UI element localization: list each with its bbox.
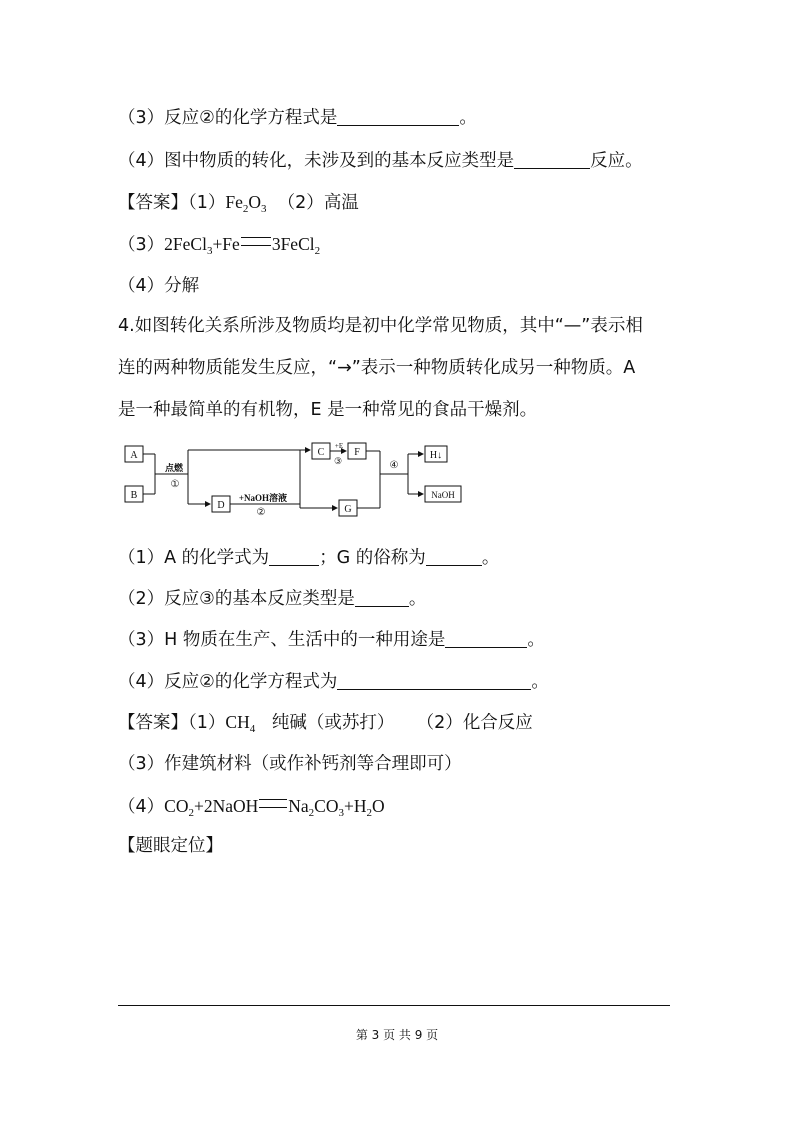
label-F: F — [354, 447, 360, 458]
equals-sign — [259, 799, 287, 808]
answer-line: （4）分解 — [118, 276, 200, 296]
problem-text: 4.如图转化关系所涉及物质均是初中化学常见物质，其中“—”表示相 — [118, 316, 643, 336]
label-reaction-1: ① — [170, 479, 180, 490]
footer-divider — [118, 1005, 670, 1006]
label-H: H↓ — [429, 450, 443, 461]
label-NaOH: NaOH — [431, 490, 455, 500]
answer-line: （3）2FeCl$_3$+Fe 3FeCl$_2$ — [118, 234, 321, 257]
label-G: G — [344, 504, 352, 515]
label-naoh-solution: +NaOH溶液 — [238, 493, 288, 503]
question-2: （2）反应③的基本反应类型是 。 — [118, 589, 427, 609]
answer-line: （3）作建筑材料（或作补钙剂等合理即可） — [118, 754, 462, 774]
section-heading: 【题眼定位】 — [118, 836, 223, 856]
answer-blank[interactable] — [337, 671, 531, 690]
label-plus-E: +E — [334, 442, 344, 450]
answer-line: 【答案】$(1)Fe_2O_3$ （2）高温 — [118, 192, 359, 215]
label-D: D — [217, 500, 225, 511]
answer-blank[interactable] — [355, 588, 409, 607]
question-3: （3）H 物质在生产、生活中的一种用途是 。 — [118, 630, 545, 650]
label-reaction-2: ② — [256, 507, 266, 518]
question-3: （3）反应②的化学方程式是 。 — [118, 108, 477, 128]
answer-line: $(4)CO_2+2NaOH$ $Na_2CO_3+H_2O$ — [118, 796, 385, 819]
label-reaction-3: ③ — [333, 456, 343, 466]
answer-blank[interactable] — [445, 629, 527, 648]
answer-line: 【答案】$(1)CH_4$ 纯碱（或苏打） （2）化合反应 — [118, 712, 533, 735]
answer-blank[interactable] — [269, 547, 319, 566]
label-B: B — [130, 490, 138, 501]
answer-blank[interactable] — [337, 107, 459, 126]
problem-text: 是一种最简单的有机物，E 是一种常见的食品干燥剂。 — [118, 400, 538, 420]
question-4: （4）图中物质的转化，未涉及到的基本反应类型是 反应。 — [118, 151, 643, 171]
answer-blank[interactable] — [426, 547, 482, 566]
label-A: A — [130, 450, 138, 461]
question-4: （4）反应②的化学方程式为 。 — [118, 672, 549, 692]
conversion-diagram — [118, 438, 474, 520]
page-number: 第 3 页 共 9 页 — [355, 1028, 439, 1042]
problem-text: 连的两种物质能发生反应，“→”表示一种物质转化成另一种物质。A — [118, 358, 636, 378]
equals-sign — [241, 237, 271, 246]
question-1: （1）A 的化学式为 ；G 的俗称为 。 — [118, 548, 500, 568]
label-ignite: 点燃 — [164, 463, 184, 473]
label-reaction-4: ④ — [389, 460, 399, 471]
label-C: C — [317, 447, 325, 458]
answer-blank[interactable] — [514, 150, 590, 169]
